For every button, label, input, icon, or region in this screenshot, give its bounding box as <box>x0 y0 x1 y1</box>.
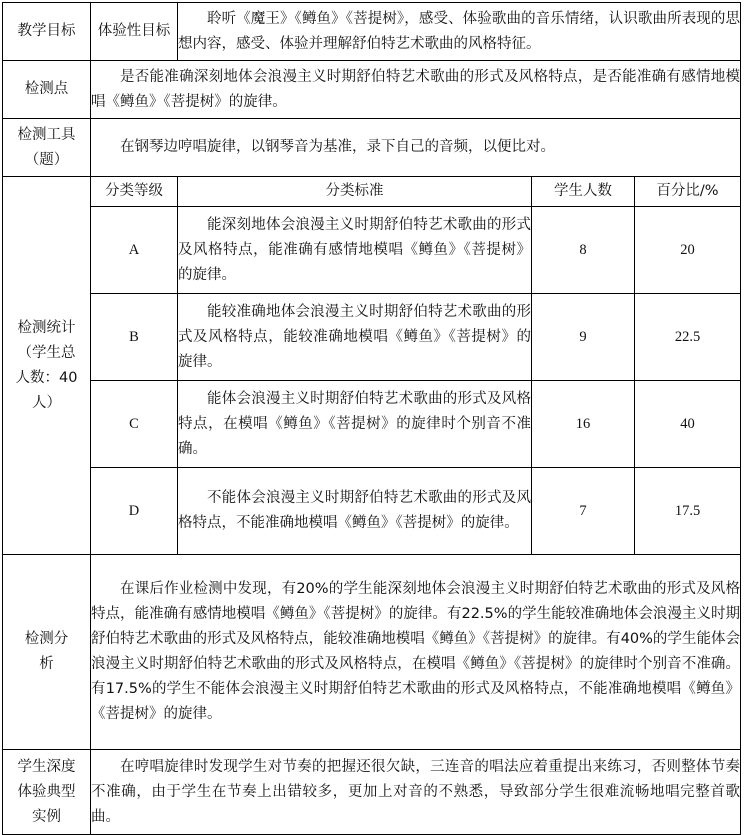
check-point-row <box>3 61 741 119</box>
percent-cell: 20 <box>635 207 741 294</box>
goal-content: 聆听《魔王》《鳟鱼》《菩提树》，感受、体验歌曲的音乐情绪，认识歌曲所表现的思想内容，感受、体验并理解舒伯特艺术歌曲的风格特征。 <box>178 3 741 61</box>
criterion-cell: 能深刻地体会浪漫主义时期舒伯特艺术歌曲的形式及风格特点，能准确有感情地模唱《鳟鱼》《菩提树》的旋律。 <box>178 207 532 294</box>
case-content: 在哼唱旋律时发现学生对节奏的把握还很欠缺，三连音的唱法应着重提出来练习，否则整体节奏不准确，由于学生在节奏上出错较多，更加上对音的不熟悉，导致部分学生很难流畅地唱完整首歌曲。 <box>91 750 741 835</box>
analysis-label: 检测分析 <box>3 555 91 750</box>
check-tool-content: 在钢琴边哼唱旋律，以钢琴音为基准，录下自己的音频，以便比对。 <box>91 119 741 177</box>
assessment-table <box>2 2 741 835</box>
percent-cell: 17.5 <box>635 468 741 555</box>
analysis-row <box>3 555 741 750</box>
table-row <box>3 381 741 468</box>
check-tool-row <box>3 119 741 177</box>
count-cell: 16 <box>532 381 635 468</box>
goal-label: 教学目标 <box>3 3 91 61</box>
grade-cell: B <box>91 294 178 381</box>
case-row <box>3 750 741 835</box>
criterion-cell: 不能体会浪漫主义时期舒伯特艺术歌曲的形式及风格特点，不能准确地模唱《鳟鱼》《菩提树》的旋律。 <box>178 468 532 555</box>
analysis-content: 在课后作业检测中发现，有20%的学生能深刻地体会浪漫主义时期舒伯特艺术歌曲的形式及风格特点，能准确有感情地模唱《鳟鱼》《菩提树》的旋律。有22.5%的学生能较准确地体会浪漫主义时期舒伯特艺术歌曲的形式及风格特点，能较准确地模唱《鳟鱼》《菩提树》的旋律。有40%的学生能体会浪漫主义时期舒伯特艺术歌曲的形式及风格特点，在模唱《鳟鱼》《菩提树》的旋律时个别音不准确。有17.5%的学生不能体会浪漫主义时期舒伯特艺术歌曲的形式及风格特点，不能准确地模唱《鳟鱼》《菩提树》的旋律。 <box>91 555 741 750</box>
table-row <box>3 294 741 381</box>
goal-row <box>3 3 741 61</box>
case-label: 学生深度体验典型实例 <box>3 750 91 835</box>
check-tool-label: 检测工具（题） <box>3 119 91 177</box>
grade-cell: A <box>91 207 178 294</box>
check-point-label: 检测点 <box>3 61 91 119</box>
stats-header-row <box>3 177 741 207</box>
count-cell: 7 <box>532 468 635 555</box>
stats-header-count: 学生人数 <box>532 177 635 207</box>
table-row <box>3 468 741 555</box>
goal-sublabel: 体验性目标 <box>91 3 178 61</box>
count-cell: 9 <box>532 294 635 381</box>
grade-cell: C <box>91 381 178 468</box>
grade-cell: D <box>91 468 178 555</box>
criterion-cell: 能较准确地体会浪漫主义时期舒伯特艺术歌曲的形式及风格特点，能较准确地模唱《鳟鱼》《菩提树》的旋律。 <box>178 294 532 381</box>
stats-label: 检测统计（学生总人数：40人） <box>3 177 91 555</box>
count-cell: 8 <box>532 207 635 294</box>
stats-header-percent: 百分比/% <box>635 177 741 207</box>
criterion-cell: 能体会浪漫主义时期舒伯特艺术歌曲的形式及风格特点，在模唱《鳟鱼》《菩提树》的旋律时个别音不准确。 <box>178 381 532 468</box>
table-row <box>3 207 741 294</box>
percent-cell: 22.5 <box>635 294 741 381</box>
check-point-content: 是否能准确深刻地体会浪漫主义时期舒伯特艺术歌曲的形式及风格特点，是否能准确有感情地模唱《鳟鱼》《菩提树》的旋律。 <box>91 61 741 119</box>
stats-header-criterion: 分类标准 <box>178 177 532 207</box>
percent-cell: 40 <box>635 381 741 468</box>
stats-header-grade: 分类等级 <box>91 177 178 207</box>
